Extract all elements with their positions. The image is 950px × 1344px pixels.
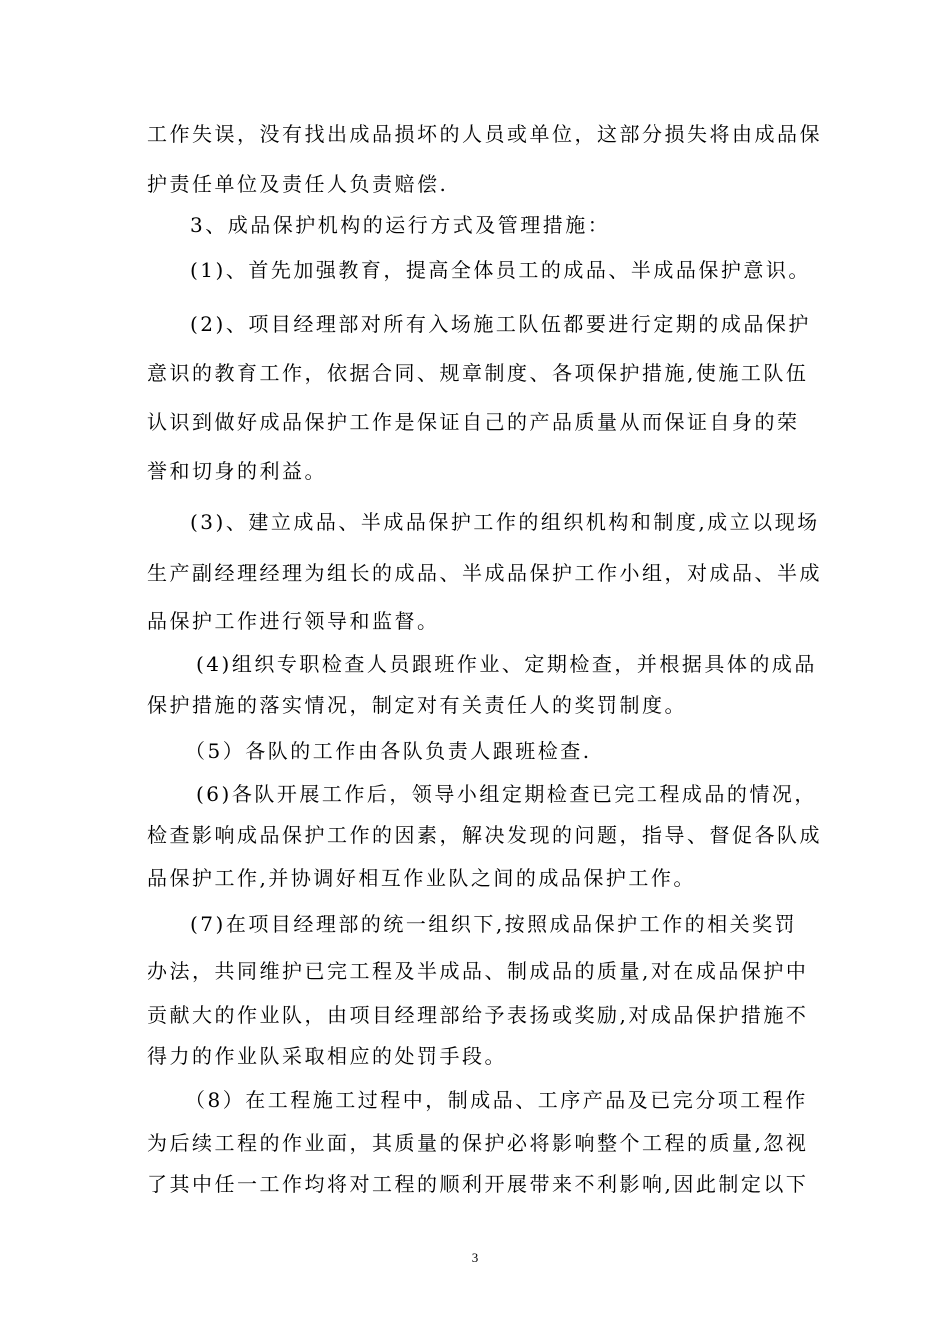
text-line: 3、成品保护机构的运行方式及管理措施： xyxy=(190,213,611,237)
text-line: 检查影响成品保护工作的因素，解决发现的问题，指导、督促各队成 xyxy=(147,823,822,847)
text-line: 品保护工作,并协调好相互作业队之间的成品保护工作。 xyxy=(147,866,696,890)
text-line: (6)各队开展工作后，领导小组定期检查已完工程成品的情况， xyxy=(196,782,817,806)
text-line: 为后续工程的作业面，其质量的保护必将影响整个工程的质量,忽视 xyxy=(147,1131,809,1155)
text-line: (3)、建立成品、半成品保护工作的组织机构和制度,成立以现场 xyxy=(190,510,820,534)
text-line: 保护措施的落实情况，制定对有关责任人的奖罚制度。 xyxy=(147,693,687,717)
text-line: 生产副经理经理为组长的成品、半成品保护工作小组，对成品、半成 xyxy=(147,561,822,585)
text-line: 得力的作业队采取相应的处罚手段。 xyxy=(147,1044,507,1068)
text-line: 了其中任一工作均将对工程的顺利开展带来不利影响,因此制定以下 xyxy=(147,1172,809,1196)
text-line: (7)在项目经理部的统一组织下,按照成品保护工作的相关奖罚 xyxy=(190,912,798,936)
text-line: (4)组织专职检查人员跟班作业、定期检查，并根据具体的成品 xyxy=(196,652,817,676)
text-line: （8）在工程施工过程中，制成品、工序产品及已完分项工程作 xyxy=(185,1088,808,1112)
text-line: （5）各队的工作由各队负责人跟班检查. xyxy=(185,739,592,763)
text-line: (1)、首先加强教育，提高全体员工的成品、半成品保护意识。 xyxy=(190,258,811,282)
page-number: 3 xyxy=(471,1250,479,1265)
text-line: 誉和切身的利益。 xyxy=(147,459,327,483)
text-line: 护责任单位及责任人负责赔偿. xyxy=(147,172,449,196)
text-line: 贡献大的作业队，由项目经理部给予表扬或奖励,对成品保护措施不 xyxy=(147,1003,809,1027)
text-line: 品保护工作进行领导和监督。 xyxy=(147,609,440,633)
text-line: 工作失误，没有找出成品损坏的人员或单位，这部分损失将由成品保 xyxy=(147,122,822,146)
text-line: (2)、项目经理部对所有入场施工队伍都要进行定期的成品保护 xyxy=(190,312,811,336)
text-line: 认识到做好成品保护工作是保证自己的产品质量从而保证自身的荣 xyxy=(147,410,800,434)
text-line: 办法，共同维护已完工程及半成品、制成品的质量,对在成品保护中 xyxy=(147,959,809,983)
text-line: 意识的教育工作，依据合同、规章制度、各项保护措施,使施工队伍 xyxy=(147,361,809,385)
